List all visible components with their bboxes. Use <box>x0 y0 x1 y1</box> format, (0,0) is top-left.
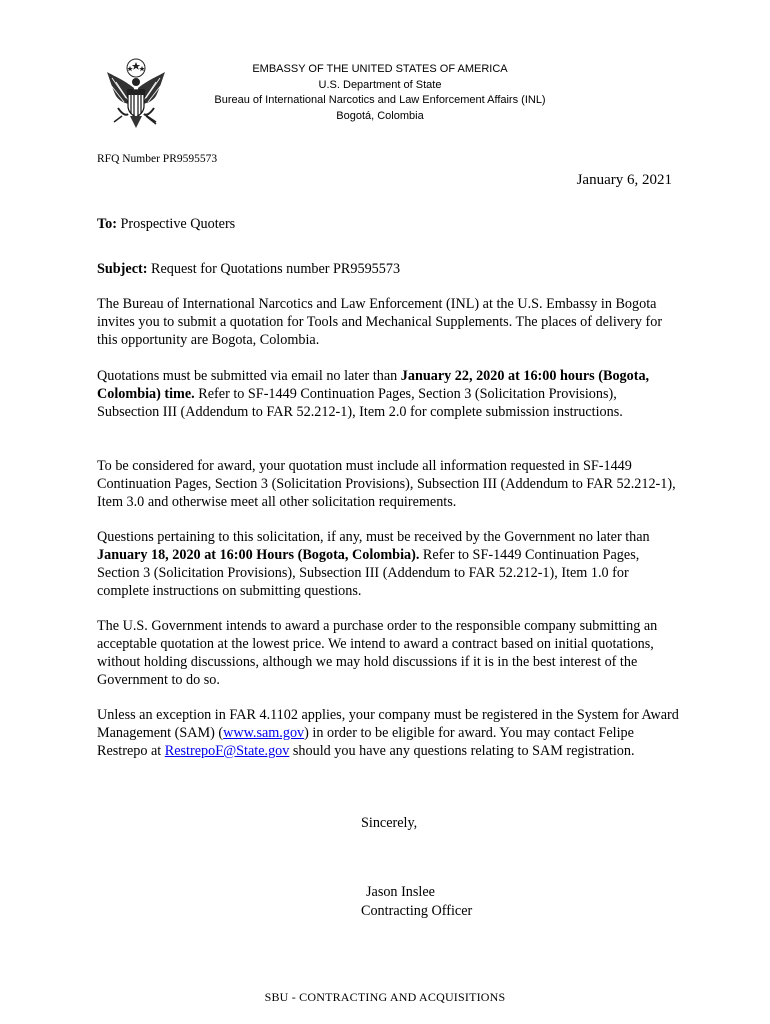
sam-text-end: should you have any questions relating to SAM registration. <box>289 743 635 759</box>
subject-line <box>97 260 682 278</box>
letterhead-location: Bogotá, Colombia <box>336 109 424 122</box>
questions-instructions: Refer to SF-1449 Continuation Pages, Section 3 (Solicitation Provisions), Subsection III (Addendum to FAR 52.212-1), Item 1.0 for complete instructions on submitting questions. <box>97 547 640 599</box>
questions-deadline: January 18, 2020 at 16:00 Hours (Bogota, Colombia). <box>97 547 420 563</box>
rfq-number: RFQ Number PR9595573 <box>97 153 218 165</box>
subject-value: Request for Quotations number PR9595573 <box>147 261 401 277</box>
subject-label: Subject: <box>97 261 148 277</box>
paragraph-invitation: The Bureau of International Narcotics and Law Enforcement (INL) at the U.S. Embassy in Bogota invites you to submit a quotation for Tools and Mechanical Supplements. The places of delivery for this opportunity are Bogota, Colombia. <box>97 296 663 348</box>
signer-title: Contracting Officer <box>361 903 473 919</box>
letterhead-department: U.S. Department of State <box>318 78 442 91</box>
letter-date: January 6, 2021 <box>576 172 672 188</box>
to-value: Prospective Quoters <box>116 216 236 232</box>
to-line <box>97 215 682 233</box>
sam-gov-link[interactable]: www.sam.gov <box>223 725 305 741</box>
paragraph-award-intent: The U.S. Government intends to award a purchase order to the responsible company submitting an acceptable quotation at the lowest price. We intend to award a contract based on initial quotations, without holding discussions, although we may hold discussions if it is in the best interest of the Government to do so. <box>97 618 658 688</box>
letterhead-bureau: Bureau of International Narcotics and Law Enforcement Affairs (INL) <box>214 94 546 106</box>
questions-text: Questions pertaining to this solicitation, if any, must be received by the Government no later than <box>97 529 650 545</box>
paragraph-sam-registration <box>97 706 682 760</box>
contact-email-link[interactable]: RestrepoF@State.gov <box>164 743 290 759</box>
submission-instructions: Refer to SF-1449 Continuation Pages, Section 3 (Solicitation Provisions), Subsection III (Addendum to FAR 52.212-1), Item 2.0 for complete submission instructions. <box>97 386 623 420</box>
footer-classification: SBU - CONTRACTING AND ACQUISITIONS <box>264 990 506 1004</box>
embassy-seal-icon <box>104 58 168 136</box>
submission-deadline: January 22, 2020 at 16:00 hours (Bogota, Colombia) time. <box>97 368 650 402</box>
sam-text-mid: ) in order to be eligible for award. You may contact Felipe Restrepo at <box>97 725 634 759</box>
paragraph-questions <box>97 528 682 600</box>
paragraph-award-requirements: To be considered for award, your quotation must include all information requested in SF-1449 Continuation Pages, Section 3 (Solicitation Provisions), Subsection III (Addendum to FAR 52.212-1), Item 3.0 and otherwise meet all other solicitation requirements. <box>97 458 676 510</box>
letterhead <box>180 62 580 124</box>
paragraph-submission-deadline <box>97 367 682 421</box>
to-label: To: <box>97 216 117 232</box>
letterhead-embassy: EMBASSY OF THE UNITED STATES OF AMERICA <box>252 63 508 75</box>
signer-name: Jason Inslee <box>366 884 435 900</box>
submission-text: Quotations must be submitted via email no later than <box>97 368 401 384</box>
sam-text: Unless an exception in FAR 4.1102 applies, your company must be registered in the System for Award Management (SAM) ( <box>97 707 679 741</box>
closing: Sincerely, <box>361 815 418 831</box>
